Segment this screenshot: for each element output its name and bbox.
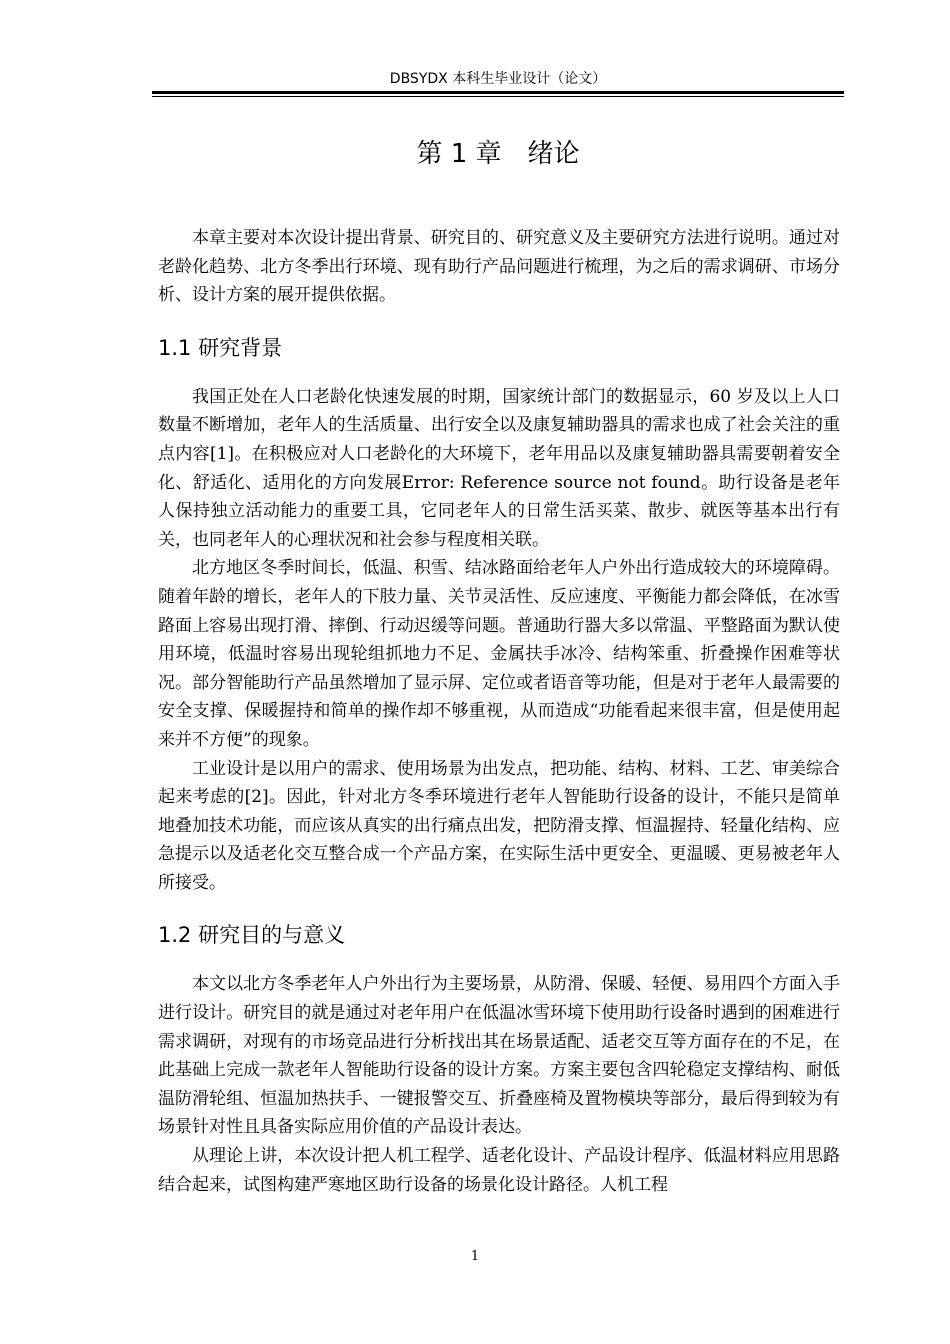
- body-paragraph: 本文以北方冬季老年人户外出行为主要场景，从防滑、保暖、轻便、易用四个方面入手进行设计。研究目的就是通过对老年用户在低温冰雪环境下使用助行设备时遇到的困难进行需求调研，对现有的市场竞品进行分析找出其在场景适配、适老交互等方面存在的不足，在此基础上完成一款老年人智能助行设备的设计方案。方案主要包含四轮稳定支撑结构、耐低温防滑轮组、恒温加热扶手、一键报警交互、折叠座椅及置物模块等部分，最后得到较为有场景针对性且具备实际应用价值的产品设计表达。: [158, 974, 840, 1138]
- body-content: [158, 224, 840, 1199]
- body-paragraph: 从理论上讲，本次设计把人机工程学、适老化设计、产品设计程序、低温材料应用思路结合起来，试图构建严寒地区助行设备的场景化设计路径。人机工程: [158, 1146, 840, 1195]
- running-header: DBSYDX 本科生毕业设计（论文）: [389, 71, 607, 87]
- body-paragraph: 北方地区冬季时间长，低温、积雪、结冰路面给老年人户外出行造成较大的环境障碍。随着年龄的增长，老年人的下肢力量、关节灵活性、反应速度、平衡能力都会降低，在冰雪路面上容易出现打滑、摔倒、行动迟缓等问题。普通助行器大多以常温、平整路面为默认使用环境，低温时容易出现轮组抓地力不足、金属扶手冰冷、结构笨重、折叠操作困难等状况。部分智能助行产品虽然增加了显示屏、定位或者语音等功能，但是对于老年人最需要的安全支撑、保暖握持和简单的操作却不够重视，从而造成“功能看起来很丰富，但是使用起来并不方便”的现象。: [158, 558, 840, 750]
- chapter-title: 第 1 章 绪论: [416, 139, 580, 169]
- body-paragraph: 我国正处在人口老龄化快速发展的时期，国家统计部门的数据显示，60 岁及以上人口数量不断增加，老年人的生活质量、出行安全以及康复辅助器具的需求也成了社会关注的重点内容[1]。在积极应对人口老龄化的大环境下，老年用品以及康复辅助器具需要朝着安全化、舒适化、适用化的方向发展Error: Reference source not found。助行设备是老年人保持独立活动能力的重要工具，它同老年人的日常生活买菜、散步、就医等基本出行有关，也同老年人的心理状况和社会参与程度相关联。: [158, 386, 840, 550]
- header-rule-thick: [152, 91, 844, 94]
- section-heading-1-2: 1.2 研究目的与意义: [158, 923, 346, 948]
- intro-paragraph: 本章主要对本次设计提出背景、研究目的、研究意义及主要研究方法进行说明。通过对老龄化趋势、北方冬季出行环境、现有助行产品问题进行梳理，为之后的需求调研、市场分析、设计方案的展开提供依据。: [158, 228, 840, 306]
- section-heading-1-1: 1.1 研究背景: [158, 335, 283, 360]
- header-rule-thin: [152, 96, 844, 97]
- page-number: 1: [470, 1249, 480, 1264]
- body-paragraph: 工业设计是以用户的需求、使用场景为出发点，把功能、结构、材料、工艺、审美综合起来考虑的[2]。因此，针对北方冬季环境进行老年人智能助行设备的设计，不能只是简单地叠加技术功能，而应该从真实的出行痛点出发，把防滑支撑、恒温握持、轻量化结构、应急提示以及适老化交互整合成一个产品方案，在实际生活中更安全、更温暖、更易被老年人所接受。: [158, 758, 840, 893]
